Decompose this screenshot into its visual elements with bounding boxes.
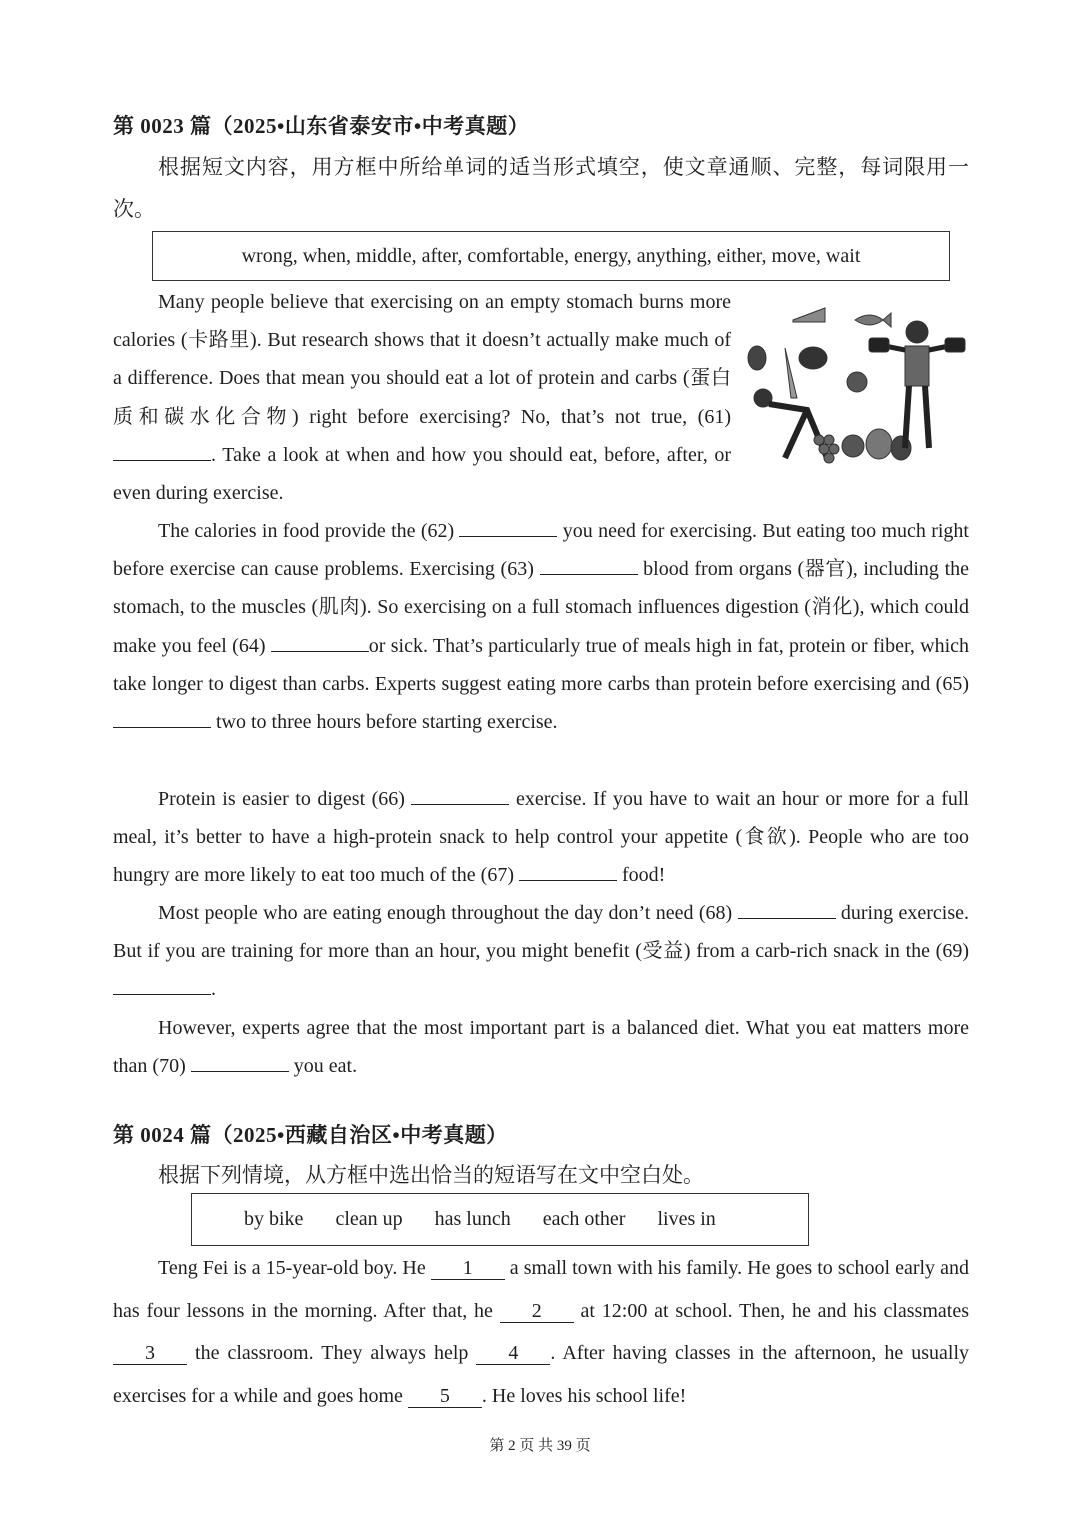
paragraph-2-text-d: or sick. That’s particularly true of meals high in fat, protein or fiber, which take longer to digest than carbs. Experts suggest eating more carbs than protein before exercising and (65)	[113, 634, 970, 695]
section-heading-0023: 第 0023 篇（2025•山东省泰安市•中考真题）	[113, 114, 530, 138]
blank-64[interactable]	[271, 631, 369, 652]
woman-body-icon	[769, 404, 827, 458]
blank-66[interactable]	[411, 784, 509, 805]
grapes-icon	[814, 435, 839, 463]
steak-icon	[799, 347, 827, 369]
apple-icon	[842, 435, 864, 457]
phrase-lives-in: lives in	[657, 1208, 716, 1230]
man-head-icon	[906, 321, 928, 343]
eggplant-icon	[748, 346, 766, 370]
paragraph-1-text-a: Many people believe that exercising on an empty stomach burns more calories (卡路里). But research shows that it doesn’t actually make much of a difference. Does that mean you should eat a lot of protein and carbs (蛋白质和碳水化合物) right before exercising? No, that’s not true, (61)	[113, 291, 731, 428]
passage-text-b: a small town with his family. He goes to school early and has four lessons in the morning. After that, he	[113, 1257, 969, 1322]
paragraph-4-text-c: .	[211, 978, 216, 1001]
blank-65[interactable]	[113, 707, 211, 728]
passage-text-d: the classroom. They always help	[187, 1342, 477, 1364]
phrase-bank-box	[191, 1193, 809, 1246]
paragraph-4	[113, 894, 969, 1009]
blank-63[interactable]	[540, 554, 638, 575]
melon-icon	[866, 429, 892, 459]
word-bank-text: wrong, when, middle, after, comfortable, energy, anything, either, move, wait	[241, 244, 861, 267]
blank-1[interactable]: 1	[431, 1257, 505, 1280]
dumbbell-left-icon	[869, 338, 889, 352]
section-instruction: 根据短文内容，用方框中所给单词的适当形式填空，使文章通顺、完整，每词限用一次。	[113, 155, 969, 221]
cheese-icon	[793, 308, 825, 322]
blank-2[interactable]: 2	[500, 1300, 574, 1323]
paragraph-5	[113, 1009, 969, 1085]
carrot-icon	[785, 348, 797, 398]
blank-70[interactable]	[191, 1051, 289, 1072]
paragraph-5-text-a: However, experts agree that the most important part is a balanced diet. What you eat matters more than (70)	[113, 1017, 969, 1078]
phrase-clean-up: clean up	[335, 1208, 403, 1230]
tomato-icon	[847, 372, 867, 392]
exercise-food-illustration	[745, 298, 971, 466]
man-legs-icon	[905, 386, 929, 448]
blank-62[interactable]	[459, 516, 557, 537]
paragraph-2	[113, 512, 969, 741]
page-footer: 第 2 页 共 39 页	[489, 1438, 591, 1454]
blank-68[interactable]	[738, 898, 836, 919]
passage-text-f: . He loves his school life!	[481, 1384, 687, 1407]
paragraph-2-text-a: The calories in food provide the (62)	[158, 520, 460, 542]
paragraph-3-text-a: Protein is easier to digest (66)	[158, 788, 412, 810]
blank-67[interactable]	[519, 860, 617, 881]
man-torso-icon	[905, 346, 929, 386]
blank-4[interactable]: 4	[476, 1342, 550, 1365]
paragraph-3-text-c: food!	[617, 864, 666, 887]
phrase-each-other: each other	[542, 1208, 626, 1230]
passage-text-e: . After having classes in the afternoon, he usually exercises for a while and goes home	[113, 1342, 969, 1407]
passage-text-c: at 12:00 at school. Then, he and his classmates	[573, 1299, 969, 1322]
dumbbell-right-icon	[945, 338, 965, 352]
blank-61[interactable]	[113, 440, 211, 461]
paragraph-4-text-b: during exercise. But if you are training for more than an hour, you might benefit (受益) from a carb-rich snack in the (69)	[113, 902, 969, 963]
paragraph-1-text-b: . Take a look at when and how you should eat, before, after, or even during exercise.	[113, 443, 731, 505]
phrase-by-bike: by bike	[244, 1208, 304, 1230]
fish-icon	[855, 313, 891, 327]
blank-3[interactable]: 3	[113, 1342, 187, 1365]
section-heading-0024: 第 0024 篇（2025•西藏自治区•中考真题）	[113, 1123, 508, 1147]
section-2-instruction: 根据下列情境，从方框中选出恰当的短语写在文中空白处。	[158, 1163, 704, 1187]
blank-69[interactable]	[113, 974, 211, 995]
paragraph-2-text-b: you need for exercising. But eating too much right before exercise can cause problems. Exercising (63)	[113, 520, 969, 581]
paragraph-3	[113, 780, 969, 895]
paragraph-2-text-c: blood from organs (器官), including the stomach, to the muscles (肌肉). So exercising on a full stomach influences digestion (消化), which could make you feel (64)	[113, 558, 969, 657]
paragraph-2-text-e: two to three hours before starting exercise.	[211, 711, 558, 734]
word-bank-box	[152, 231, 950, 281]
paragraph-4-text-a: Most people who are eating enough throughout the day don’t need (68)	[158, 902, 738, 924]
phrase-has-lunch: has lunch	[434, 1208, 511, 1230]
paragraph-1	[113, 283, 731, 512]
blank-5[interactable]: 5	[408, 1385, 482, 1408]
passage-text-a: Teng Fei is a 15-year-old boy. He	[158, 1257, 431, 1279]
paragraph-3-text-b: exercise. If you have to wait an hour or more for a full meal, it’s better to have a high-protein snack to help control your appetite (食欲). People who are too hungry are more likely to eat too much of the (67)	[113, 788, 969, 887]
section-2-passage	[113, 1247, 969, 1417]
paragraph-5-text-b: you eat.	[288, 1055, 358, 1078]
